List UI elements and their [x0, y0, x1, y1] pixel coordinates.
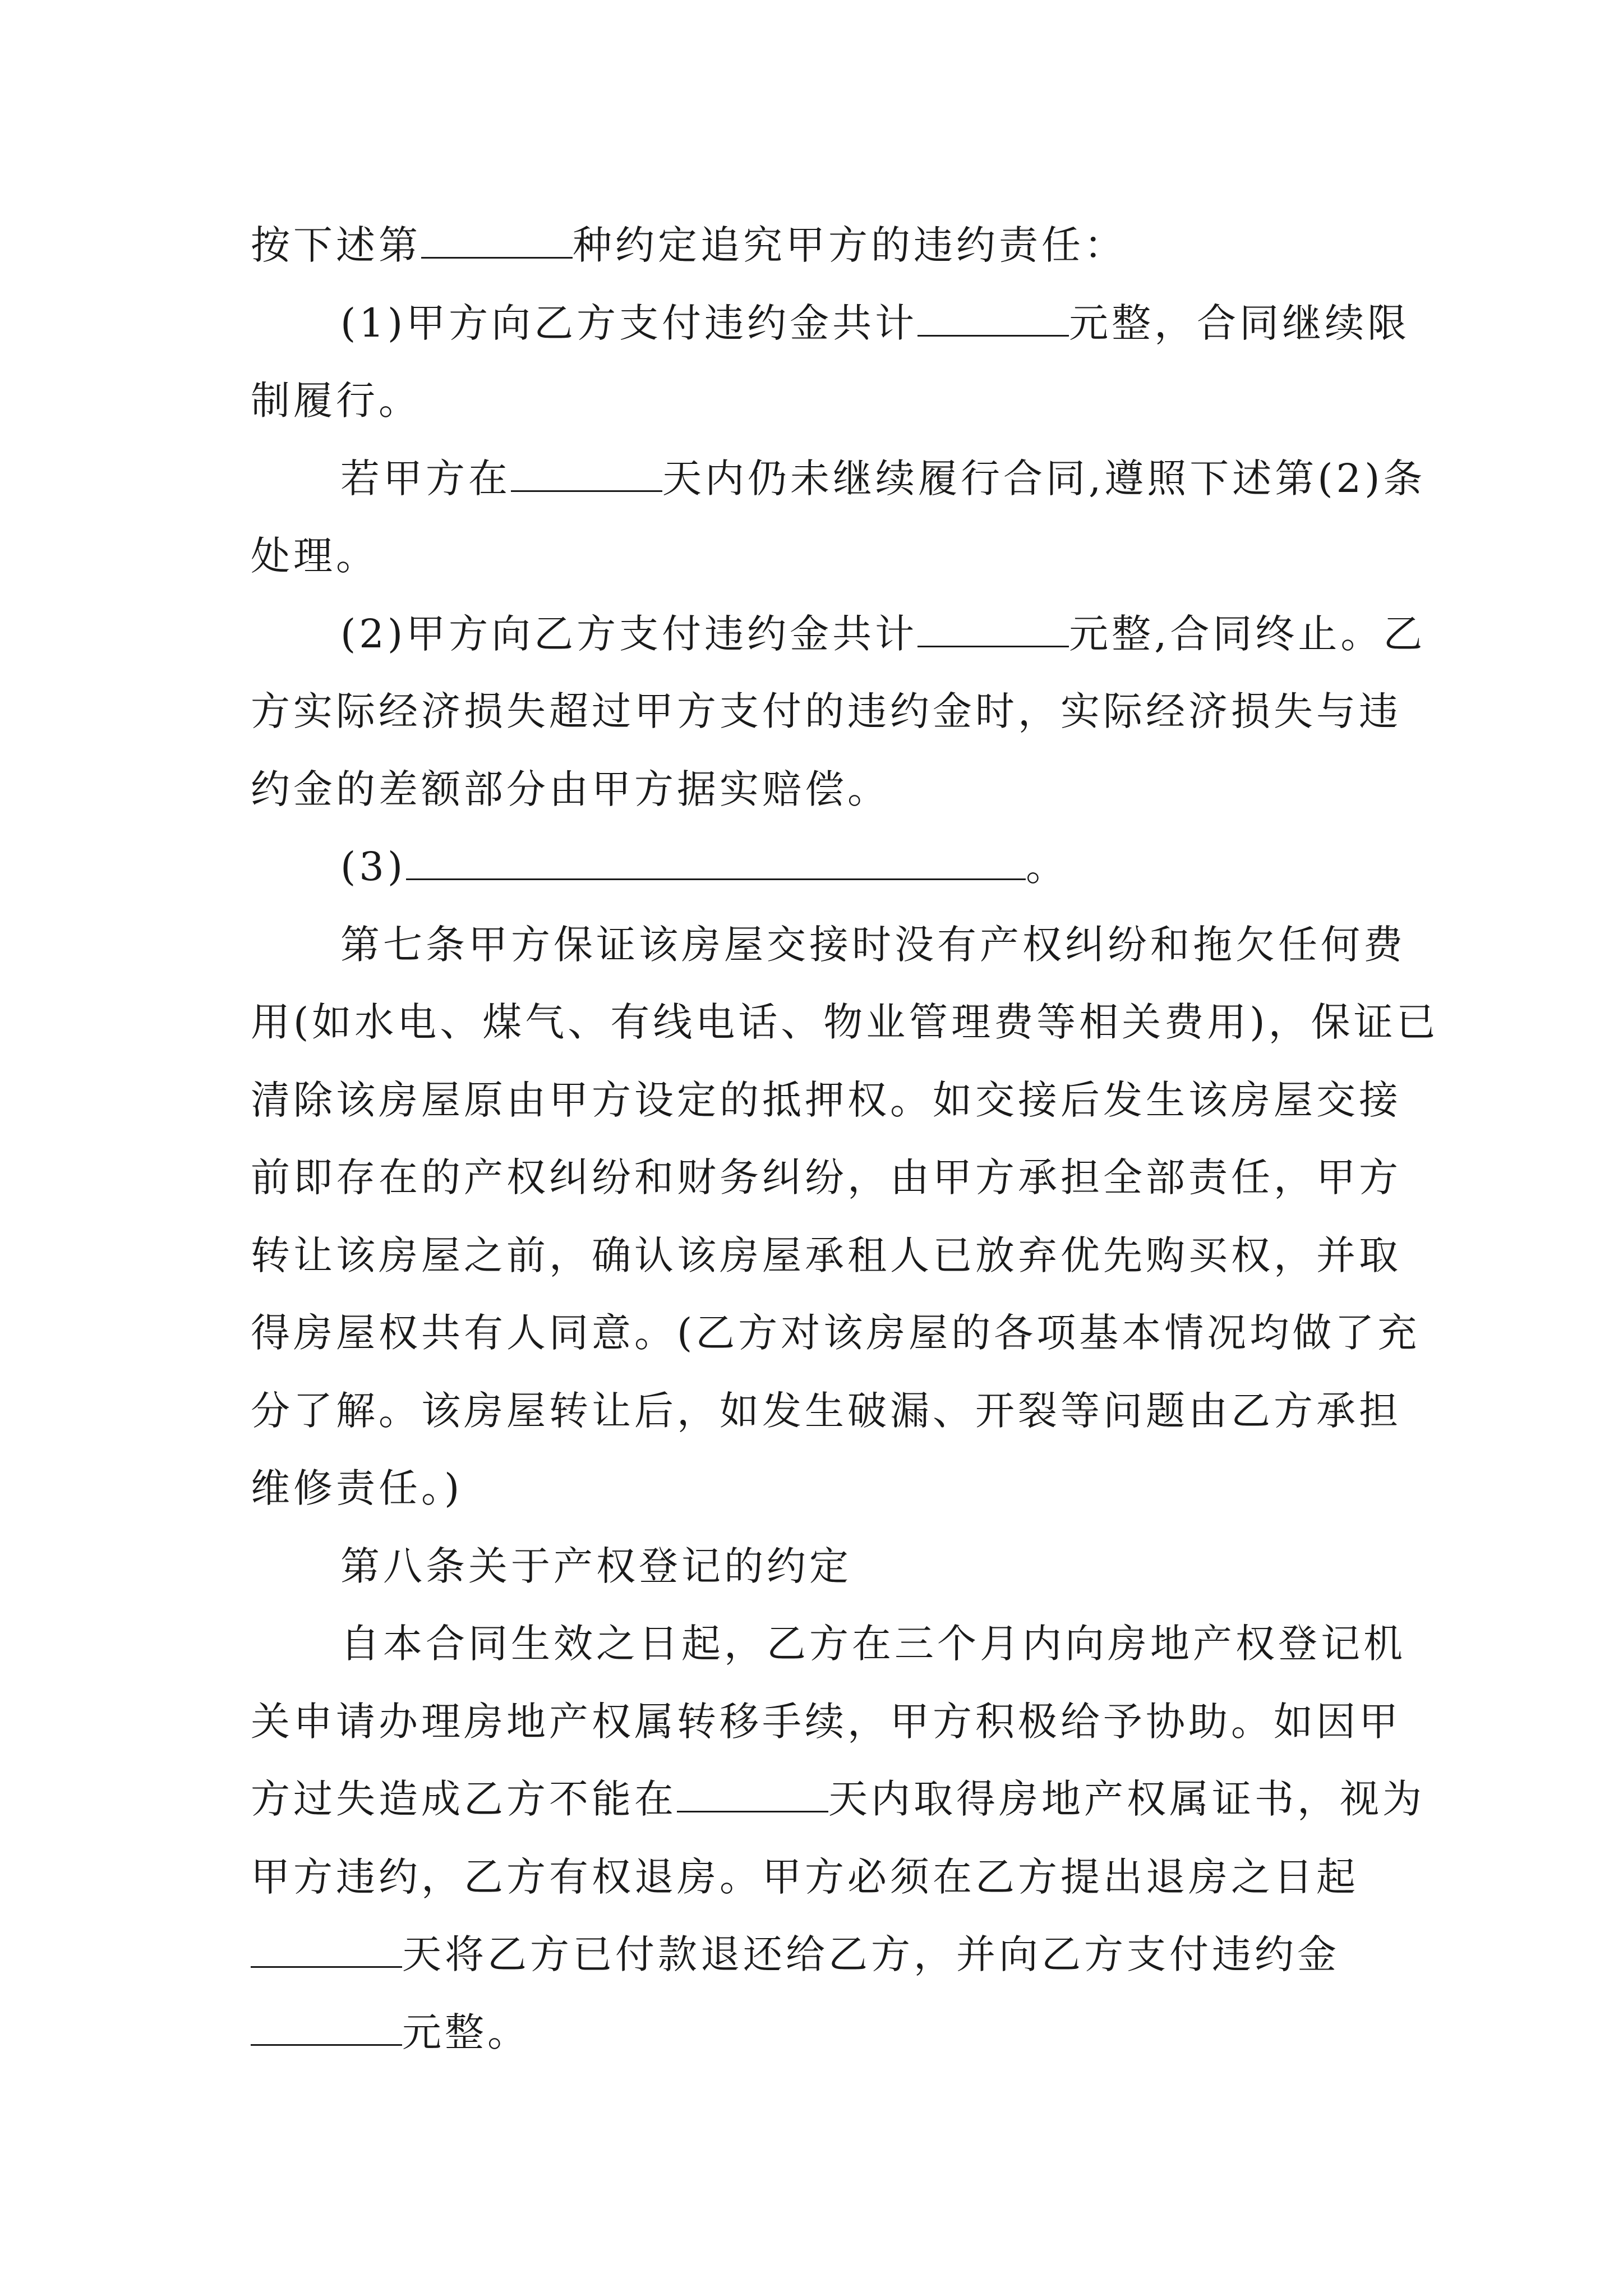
fill-in-blank [406, 844, 1026, 880]
paragraph-text: 天内取得房地产权属证书，视为甲方违约，乙方有权退房。甲方必须在乙方提出退房之日起 [251, 1776, 1425, 1900]
paragraph-text: 若甲方在 [340, 455, 511, 501]
fill-in-blank [917, 611, 1069, 647]
paragraph-p7 [251, 1527, 1440, 1605]
paragraph-text: 种约定追究甲方的违约责任： [573, 222, 1127, 268]
document-body [251, 206, 1440, 2071]
paragraph-text: 元整，合同继续限制履行。 [251, 300, 1410, 424]
paragraph-p5 [251, 828, 1440, 906]
fill-in-blank [677, 1776, 828, 1812]
paragraph-p8 [251, 1605, 1440, 2071]
paragraph-text: 天将乙方已付款退还给乙方，并向乙方支付违约金 [402, 1931, 1340, 1977]
paragraph-p2 [251, 284, 1440, 440]
paragraph-text: 第八条关于产权登记的约定 [340, 1543, 852, 1589]
paragraph-text: (2)甲方向乙方支付违约金共计 [340, 610, 918, 657]
fill-in-blank [251, 1931, 402, 1968]
paragraph-p4 [251, 595, 1440, 829]
paragraph-text: 元整,合同终止。乙方实际经济损失超过甲方支付的违约金时，实际经济损失与违约金的差额部分由甲方据实赔偿。 [251, 610, 1426, 812]
fill-in-blank [511, 455, 662, 492]
paragraph-text: 元整。 [402, 2009, 530, 2055]
paragraph-p1 [251, 206, 1440, 284]
paragraph-text: 第七条甲方保证该房屋交接时没有产权纠纷和拖欠任何费用(如水电、煤气、有线电话、物业管理费等相关费用)，保证已清除该房屋原由甲方设定的抵押权。如交接后发生该房屋交接前即存在的产权纠纷和财务纠纷，由甲方承担全部责任，甲方转让该房屋之前，确认该房屋承租人已放弃优先购买权，并取得房屋权共有人同意。(乙方对该房屋的各项基本情况均做了充分了解。该房屋转让后，如发生破漏、开裂等问题由乙方承担维修责任。) [251, 921, 1439, 1511]
paragraph-text: 按下述第 [251, 222, 421, 268]
fill-in-blank [421, 222, 573, 259]
paragraph-text: (3) [340, 844, 407, 890]
paragraph-text: 。 [1026, 844, 1069, 890]
paragraph-text: 自本合同生效之日起，乙方在三个月内向房地产权登记机关申请办理房地产权属转移手续，甲方积极给予协助。如因甲方过失造成乙方不能在 [251, 1621, 1406, 1822]
paragraph-text: 天内仍未继续履行合同,遵照下述第(2)条处理。 [251, 455, 1426, 579]
paragraph-p3 [251, 440, 1440, 595]
fill-in-blank [917, 300, 1069, 337]
paragraph-text: (1)甲方向乙方支付违约金共计 [340, 300, 918, 346]
paragraph-p6 [251, 906, 1440, 1527]
fill-in-blank [251, 2009, 402, 2046]
